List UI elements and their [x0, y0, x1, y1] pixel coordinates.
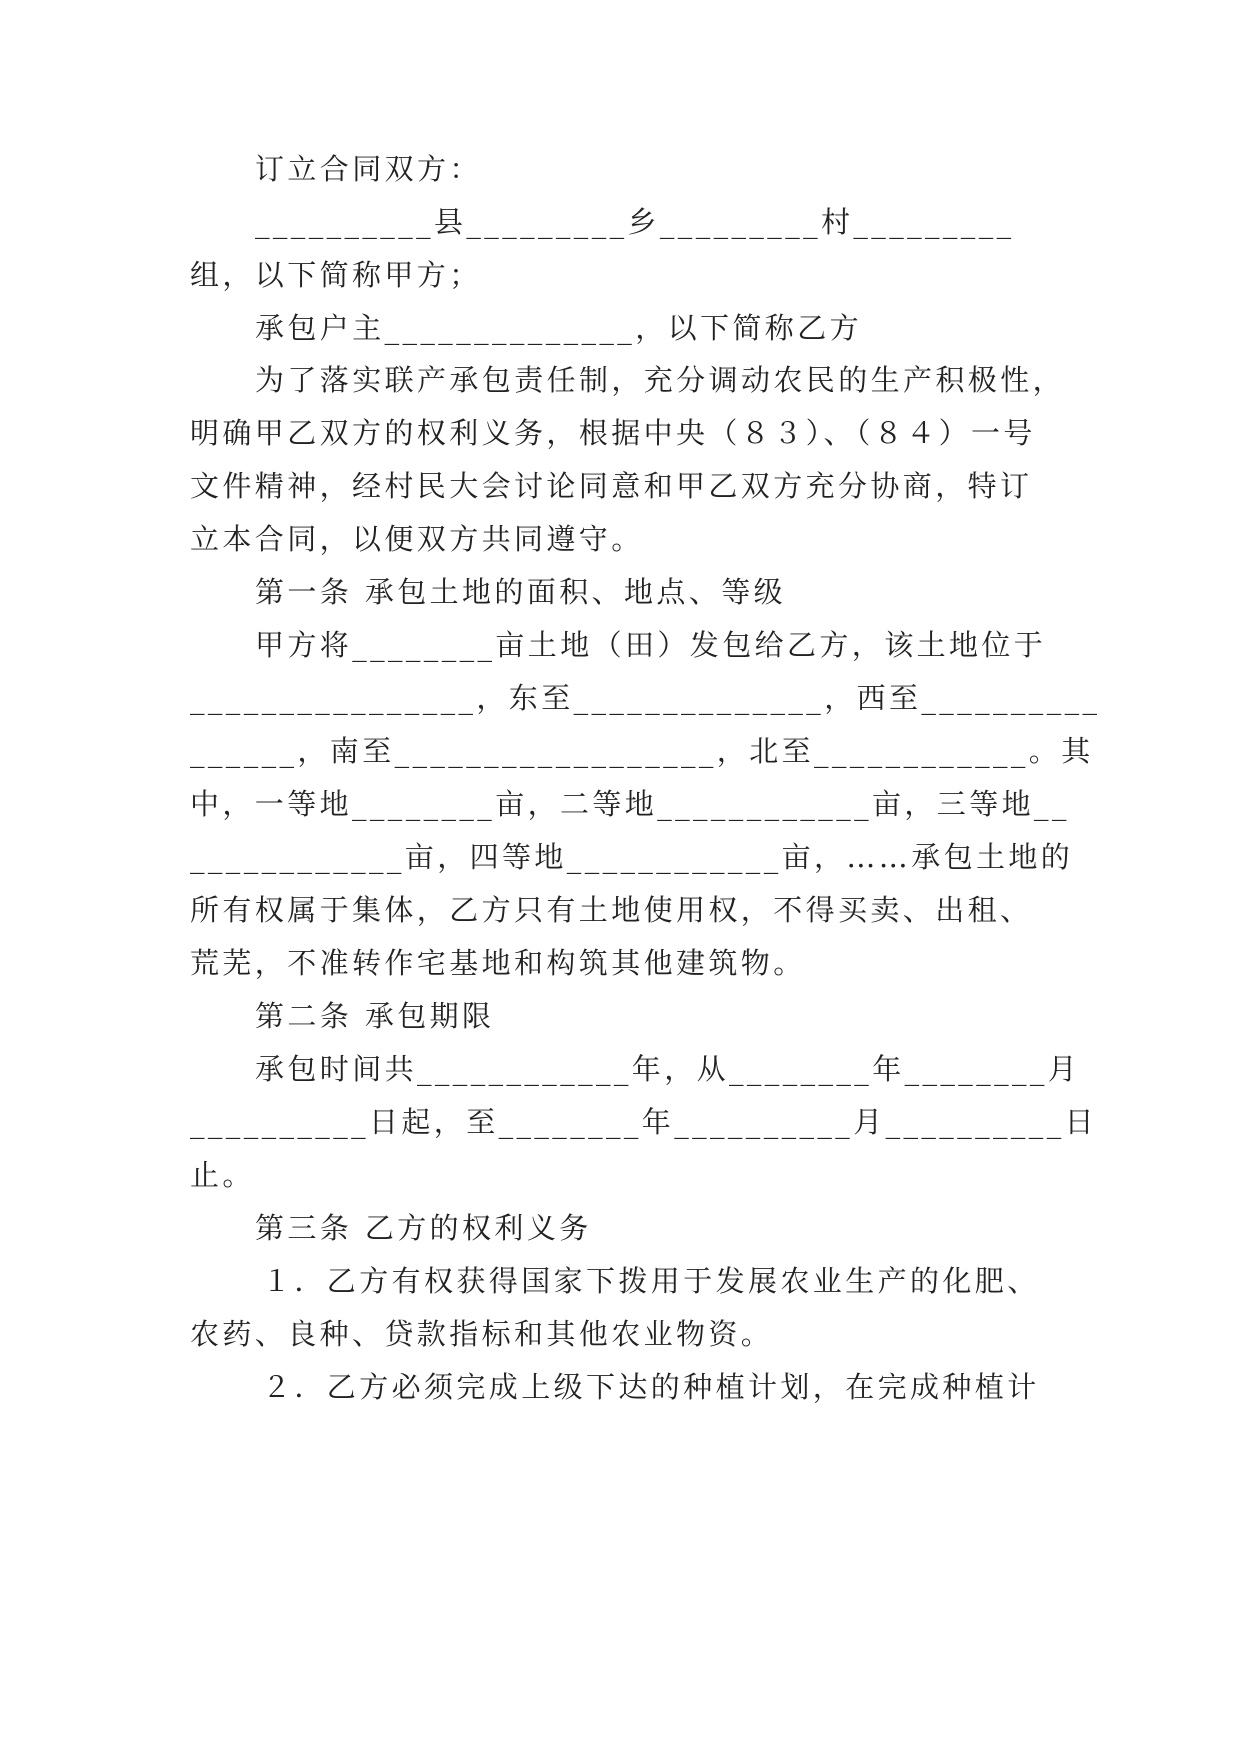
article-1-text: 所有权属于集体，乙方只有土地使用权，不得买卖、出租、 — [190, 893, 1033, 927]
article-1-text: ____________亩，四等地____________亩，……承包土地的 — [190, 840, 1074, 874]
party-a-address-blanks: __________县_________乡_________村_________ — [255, 205, 1015, 239]
preamble-line: 立本合同，以便双方共同遵守。 — [190, 522, 644, 556]
article-2-text: 止。 — [190, 1158, 255, 1192]
preamble-line: 为了落实联产承包责任制，充分调动农民的生产积极性， — [255, 363, 1066, 397]
article-3-heading: 第三条 乙方的权利义务 — [255, 1211, 592, 1245]
contract-parties-heading: 订立合同双方： — [255, 152, 482, 186]
party-b-designation: 承包户主______________，以下简称乙方 — [255, 311, 863, 345]
preamble-line: 明确甲乙双方的权利义务，根据中央（８３）、（８４）一号 — [190, 416, 1036, 450]
party-a-designation: 组，以下简称甲方； — [190, 258, 482, 292]
article-2-text: 承包时间共____________年，从________年________月 — [255, 1052, 1081, 1086]
article-3-item-1: 农药、良种、贷款指标和其他农业物资。 — [190, 1317, 774, 1351]
article-1-text: 中，一等地________亩，二等地____________亩，三等地__ — [190, 787, 1070, 821]
article-2-heading: 第二条 承包期限 — [255, 999, 495, 1033]
article-1-text: ________________，东至______________，西至__________ — [190, 681, 1101, 715]
article-1-heading: 第一条 承包土地的面积、地点、等级 — [255, 575, 787, 609]
article-1-text: 荒芜，不准转作宅基地和构筑其他建筑物。 — [190, 946, 806, 980]
article-2-text: __________日起，至________年__________月__________日 — [190, 1105, 1097, 1139]
article-3-item-1: １．乙方有权获得国家下拨用于发展农业生产的化肥、 — [262, 1264, 1040, 1298]
article-3-item-2: ２．乙方必须完成上级下达的种植计划，在完成种植计 — [262, 1370, 1040, 1404]
preamble-line: 文件精神，经村民大会讨论同意和甲乙双方充分协商，特订 — [190, 469, 1033, 503]
article-1-text: 甲方将________亩土地（田）发包给乙方，该土地位于 — [255, 628, 1047, 662]
article-1-text: ______，南至__________________，北至____________。其 — [190, 734, 1094, 768]
